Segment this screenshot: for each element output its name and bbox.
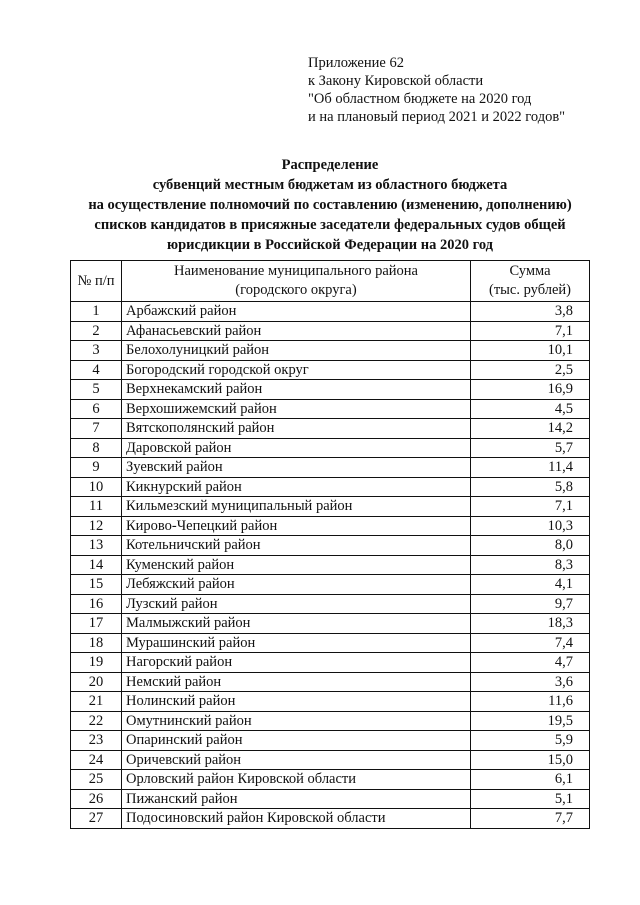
title-line-4: списков кандидатов в присяжные заседатели федеральных судов общей (94, 217, 566, 233)
table-row (71, 536, 590, 556)
row-district-name: Пижанский район (122, 789, 471, 809)
row-district-name: Котельничский район (122, 536, 471, 556)
row-district-name: Малмыжский район (122, 614, 471, 634)
row-number: 16 (71, 594, 122, 614)
row-amount: 6,1 (471, 770, 590, 790)
table-row (71, 516, 590, 536)
row-amount: 10,3 (471, 516, 590, 536)
appendix-header (308, 54, 565, 126)
row-number: 4 (71, 360, 122, 380)
table-row (71, 555, 590, 575)
table-row (71, 399, 590, 419)
row-district-name: Кирово-Чепецкий район (122, 516, 471, 536)
table-row (71, 575, 590, 595)
table-row (71, 594, 590, 614)
row-amount: 8,3 (471, 555, 590, 575)
header-num: № п/п (71, 261, 122, 302)
row-amount: 5,9 (471, 731, 590, 751)
row-district-name: Кильмезский муниципальный район (122, 497, 471, 517)
title-line-5: юрисдикции в Российской Федерации на 2020 год (167, 237, 493, 253)
row-number: 24 (71, 750, 122, 770)
table-row (71, 789, 590, 809)
table-body (71, 302, 590, 829)
appendix-line-3: "Об областном бюджете на 2020 год (308, 91, 532, 107)
row-district-name: Зуевский район (122, 458, 471, 478)
row-number: 22 (71, 711, 122, 731)
row-district-name: Немский район (122, 672, 471, 692)
table-row (71, 497, 590, 517)
row-number: 17 (71, 614, 122, 634)
row-amount: 11,4 (471, 458, 590, 478)
row-amount: 14,2 (471, 419, 590, 439)
row-number: 2 (71, 321, 122, 341)
table-row (71, 341, 590, 361)
row-number: 10 (71, 477, 122, 497)
table-row (71, 321, 590, 341)
row-district-name: Даровской район (122, 438, 471, 458)
row-amount: 4,7 (471, 653, 590, 673)
row-amount: 5,8 (471, 477, 590, 497)
row-amount: 7,7 (471, 809, 590, 829)
appendix-line-4: и на плановый период 2021 и 2022 годов" (308, 109, 566, 125)
table-row (71, 750, 590, 770)
row-district-name: Орловский район Кировской области (122, 770, 471, 790)
table-row (71, 672, 590, 692)
header-sum-line-2: (тыс. рублей) (489, 282, 571, 298)
header-sum-line-1: Сумма (509, 263, 551, 279)
row-number: 27 (71, 809, 122, 829)
row-amount: 19,5 (471, 711, 590, 731)
row-amount: 15,0 (471, 750, 590, 770)
appendix-line-1: Приложение 62 (308, 55, 404, 71)
row-number: 8 (71, 438, 122, 458)
row-number: 20 (71, 672, 122, 692)
row-amount: 5,1 (471, 789, 590, 809)
row-district-name: Афанасьевский район (122, 321, 471, 341)
table-row (71, 809, 590, 829)
row-amount: 7,1 (471, 497, 590, 517)
table-row (71, 711, 590, 731)
row-number: 26 (71, 789, 122, 809)
row-district-name: Нолинский район (122, 692, 471, 712)
row-amount: 3,6 (471, 672, 590, 692)
row-district-name: Подосиновский район Кировской области (122, 809, 471, 829)
header-name (122, 261, 471, 302)
row-amount: 4,1 (471, 575, 590, 595)
title-line-3: на осуществление полномочий по составлению (изменению, дополнению) (88, 197, 572, 213)
row-number: 5 (71, 380, 122, 400)
row-number: 14 (71, 555, 122, 575)
table-row (71, 692, 590, 712)
table-header-row (71, 261, 590, 302)
table-row (71, 458, 590, 478)
row-amount: 3,8 (471, 302, 590, 322)
row-amount: 5,7 (471, 438, 590, 458)
row-district-name: Кикнурский район (122, 477, 471, 497)
row-district-name: Вятскополянский район (122, 419, 471, 439)
row-number: 25 (71, 770, 122, 790)
row-number: 7 (71, 419, 122, 439)
row-amount: 4,5 (471, 399, 590, 419)
row-number: 19 (71, 653, 122, 673)
header-name-line-1: Наименование муниципального района (174, 263, 418, 279)
distribution-table (70, 260, 590, 829)
row-district-name: Арбажский район (122, 302, 471, 322)
row-number: 23 (71, 731, 122, 751)
row-number: 12 (71, 516, 122, 536)
row-amount: 18,3 (471, 614, 590, 634)
row-district-name: Лебяжский район (122, 575, 471, 595)
row-district-name: Куменский район (122, 555, 471, 575)
row-amount: 8,0 (471, 536, 590, 556)
row-number: 6 (71, 399, 122, 419)
row-amount: 11,6 (471, 692, 590, 712)
row-district-name: Омутнинский район (122, 711, 471, 731)
row-district-name: Верхошижемский район (122, 399, 471, 419)
table-row (71, 653, 590, 673)
row-district-name: Оричевский район (122, 750, 471, 770)
row-number: 3 (71, 341, 122, 361)
row-amount: 2,5 (471, 360, 590, 380)
row-district-name: Верхнекамский район (122, 380, 471, 400)
row-amount: 7,1 (471, 321, 590, 341)
row-amount: 16,9 (471, 380, 590, 400)
table-row (71, 614, 590, 634)
row-number: 1 (71, 302, 122, 322)
row-number: 21 (71, 692, 122, 712)
row-number: 11 (71, 497, 122, 517)
table-row (71, 770, 590, 790)
table-row (71, 380, 590, 400)
row-amount: 9,7 (471, 594, 590, 614)
row-district-name: Опаринский район (122, 731, 471, 751)
row-amount: 10,1 (471, 341, 590, 361)
table-row (71, 438, 590, 458)
row-number: 9 (71, 458, 122, 478)
table-row (71, 731, 590, 751)
title-line-2: субвенций местным бюджетам из областного бюджета (152, 177, 508, 193)
table-row (71, 477, 590, 497)
table-row (71, 633, 590, 653)
row-number: 18 (71, 633, 122, 653)
row-district-name: Нагорский район (122, 653, 471, 673)
appendix-line-2: к Закону Кировской области (308, 73, 484, 89)
row-amount: 7,4 (471, 633, 590, 653)
row-number: 13 (71, 536, 122, 556)
table-row (71, 302, 590, 322)
row-district-name: Богородский городской округ (122, 360, 471, 380)
row-district-name: Лузский район (122, 594, 471, 614)
table-row (71, 419, 590, 439)
header-sum (471, 261, 590, 302)
header-name-line-2: (городского округа) (235, 282, 357, 298)
row-number: 15 (71, 575, 122, 595)
row-district-name: Белохолуницкий район (122, 341, 471, 361)
row-district-name: Мурашинский район (122, 633, 471, 653)
title-line-1: Распределение (281, 157, 379, 173)
table-row (71, 360, 590, 380)
document-title (60, 155, 600, 255)
